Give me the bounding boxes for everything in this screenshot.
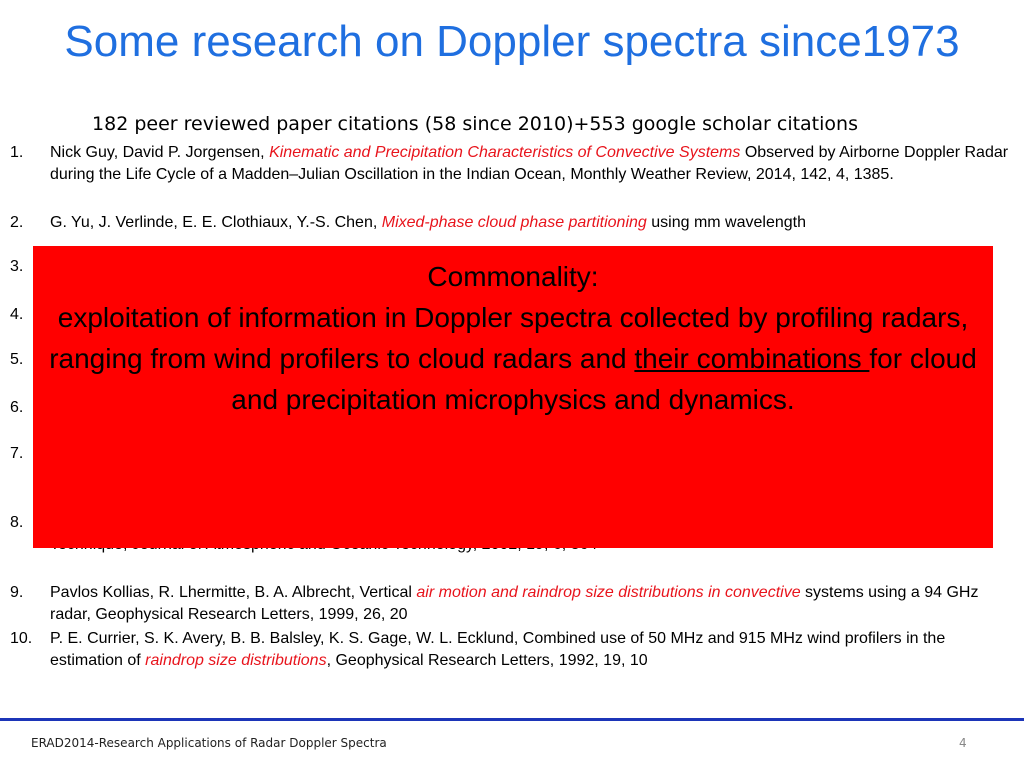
reference-authors: Nick Guy, David P. Jorgensen, — [50, 144, 270, 161]
reference-number: 7. — [10, 445, 24, 462]
reference-authors: P. E. Currier, S. K. Avery, B. B. Balsley, K. S. Gage, W. L. Ecklund, Combined use of 50 MHz and 915 MHz wind profilers in the estimation of — [50, 630, 946, 669]
reference-number: 9. — [10, 584, 24, 601]
reference-topic: raindrop size distributions — [145, 652, 327, 669]
slide-title: Some research on Doppler spectra since1973 — [64, 17, 960, 66]
callout-body — [33, 297, 993, 420]
reference-item — [10, 582, 1010, 628]
callout-heading: Commonality: — [427, 261, 599, 292]
reference-topic: air motion and raindrop size distributions in convective — [416, 584, 801, 601]
citations-summary: 182 peer reviewed paper citations (58 since 2010)+553 google scholar citations — [92, 113, 858, 135]
reference-details: Observed by Airborne Doppler Radar during the Life Cycle of a Madden–Julian Oscillation in the Indian Ocean, Monthly Weather Review, 2014, 142, 4, 1385. — [50, 144, 1009, 183]
callout-underlined-text: their combinations — [634, 343, 870, 374]
reference-number: 1. — [10, 144, 24, 161]
reference-details: , Geophysical Research Letters, 1992, 19, 10 — [326, 652, 648, 669]
reference-item — [10, 628, 1010, 672]
callout-text-end: for cloud and precipitation microphysics and dynamics. — [231, 343, 977, 415]
reference-number: 5. — [10, 351, 24, 368]
reference-number: 6. — [10, 399, 24, 416]
reference-number: 3. — [10, 258, 24, 275]
reference-topic: Kinematic and Precipitation Characteristics of Convective Systems — [269, 144, 741, 161]
page-number: 4 — [959, 736, 967, 750]
reference-authors: Pavlos Kollias, R. Lhermitte, B. A. Albrecht, Vertical — [50, 584, 417, 601]
reference-number: 10. — [10, 630, 33, 647]
callout-text: exploitation of information in Doppler spectra collected by profiling radars, ranging from wind profilers to cloud radars and — [49, 302, 969, 374]
footer-divider — [0, 718, 1024, 721]
reference-details: systems using a 94 GHz radar, Geophysical Research Letters, 1999, 26, 20 — [50, 584, 979, 623]
reference-number: 2. — [10, 214, 24, 231]
reference-details: using mm wavelength — [646, 214, 806, 231]
commonality-callout — [33, 246, 993, 548]
footer-text: ERAD2014-Research Applications of Radar Doppler Spectra — [31, 736, 387, 750]
reference-item — [10, 142, 1010, 212]
reference-authors: G. Yu, J. Verlinde, E. E. Clothiaux, Y.-S. Chen, — [50, 214, 382, 231]
reference-topic: Mixed-phase cloud phase partitioning — [381, 214, 647, 231]
reference-number: 8. — [10, 514, 24, 531]
reference-number: 4. — [10, 306, 24, 323]
